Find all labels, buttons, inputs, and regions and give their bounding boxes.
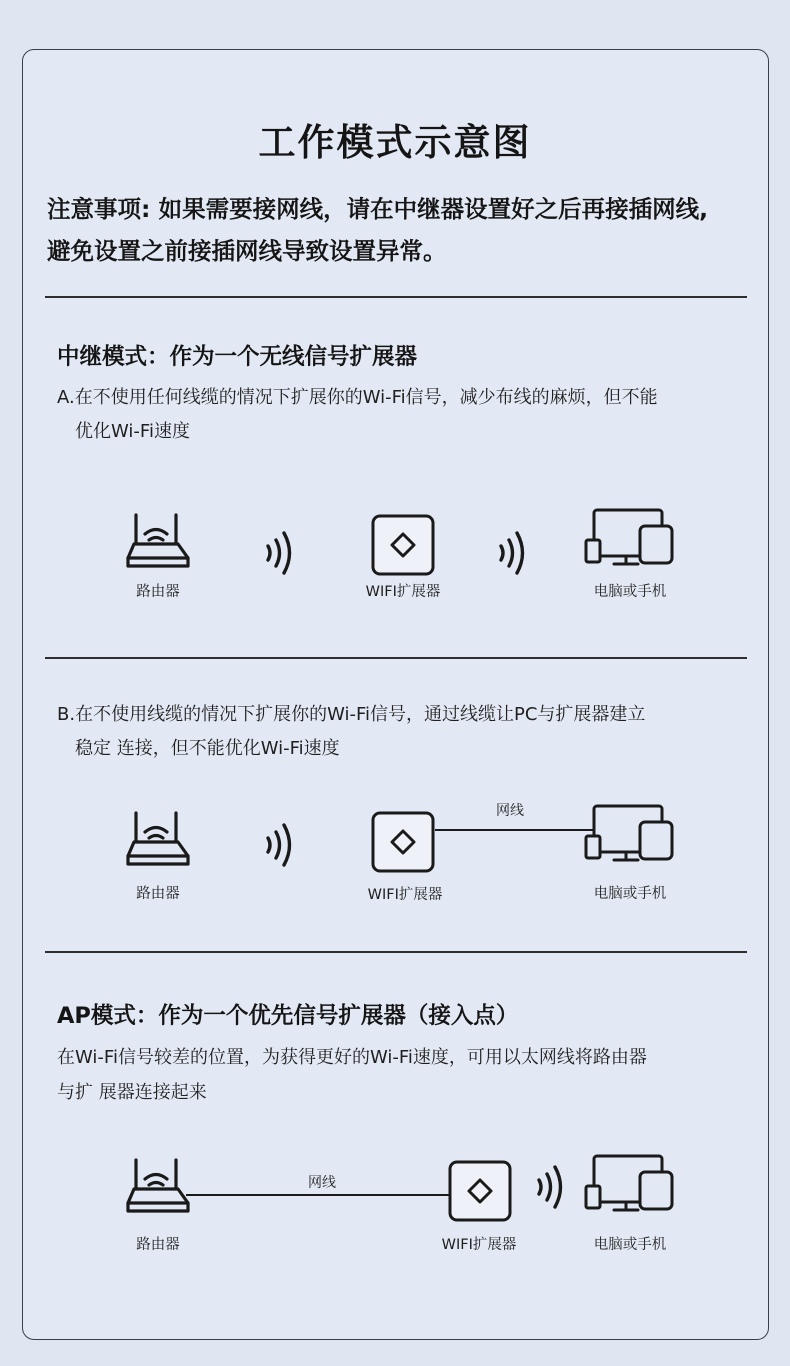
notice-line-1: 注意事项: 如果需要接网线，请在中继器设置好之后再接插网线, bbox=[47, 195, 709, 223]
ap-desc-line1: 在Wi-Fi信号较差的位置，为获得更好的Wi-Fi速度，可用以太网线将路由器 bbox=[57, 1047, 647, 1068]
page-title: 工作模式示意图 bbox=[258, 121, 532, 164]
devices-label: 电脑或手机 bbox=[593, 584, 667, 600]
cable-label: 网线 bbox=[496, 803, 524, 819]
wifi-waves-icon bbox=[497, 530, 531, 576]
router-icon bbox=[124, 1157, 192, 1219]
repeater-desc-b-line1: B.在不使用线缆的情况下扩展你的Wi-Fi信号，通过线缆让PC与扩展器建立 bbox=[57, 704, 646, 725]
extender-icon bbox=[371, 811, 435, 873]
monitor-phone-tablet-icon bbox=[584, 507, 676, 569]
ap-heading: AP模式：作为一个优先信号扩展器（接入点） bbox=[57, 1003, 519, 1029]
extender-label: WIFI扩展器 bbox=[365, 584, 441, 600]
extender-label: WIFI扩展器 bbox=[441, 1237, 517, 1253]
ethernet-cable bbox=[435, 829, 595, 831]
divider-1 bbox=[45, 296, 747, 298]
monitor-phone-tablet-icon bbox=[584, 803, 676, 865]
extender-icon bbox=[448, 1160, 512, 1222]
notice-line-2: 避免设置之前接插网线导致设置异常。 bbox=[47, 237, 447, 265]
repeater-heading: 中继模式：作为一个无线信号扩展器 bbox=[57, 344, 418, 370]
cable-label: 网线 bbox=[308, 1175, 336, 1191]
router-label: 路由器 bbox=[136, 584, 180, 600]
divider-2 bbox=[45, 657, 747, 659]
divider-3 bbox=[45, 951, 747, 953]
wifi-waves-icon bbox=[535, 1164, 569, 1210]
repeater-desc-a-line1: A.在不使用任何线缆的情况下扩展你的Wi-Fi信号，减少布线的麻烦，但不能 bbox=[57, 387, 658, 408]
router-icon bbox=[124, 810, 192, 872]
ap-desc-line2: 与扩 展器连接起来 bbox=[57, 1082, 207, 1103]
repeater-desc-a-line2: 优化Wi-Fi速度 bbox=[75, 421, 190, 442]
router-label: 路由器 bbox=[136, 1237, 180, 1253]
wifi-waves-icon bbox=[264, 822, 298, 868]
devices-label: 电脑或手机 bbox=[593, 1237, 667, 1253]
monitor-phone-tablet-icon bbox=[584, 1153, 676, 1215]
router-icon bbox=[124, 512, 192, 574]
extender-icon bbox=[371, 514, 435, 576]
extender-label: WIFI扩展器 bbox=[367, 887, 443, 903]
repeater-desc-b-line2: 稳定 连接，但不能优化Wi-Fi速度 bbox=[75, 738, 340, 759]
router-label: 路由器 bbox=[136, 886, 180, 902]
ethernet-cable bbox=[186, 1194, 450, 1196]
wifi-waves-icon bbox=[264, 530, 298, 576]
notice-text bbox=[47, 188, 757, 272]
devices-label: 电脑或手机 bbox=[593, 886, 667, 902]
